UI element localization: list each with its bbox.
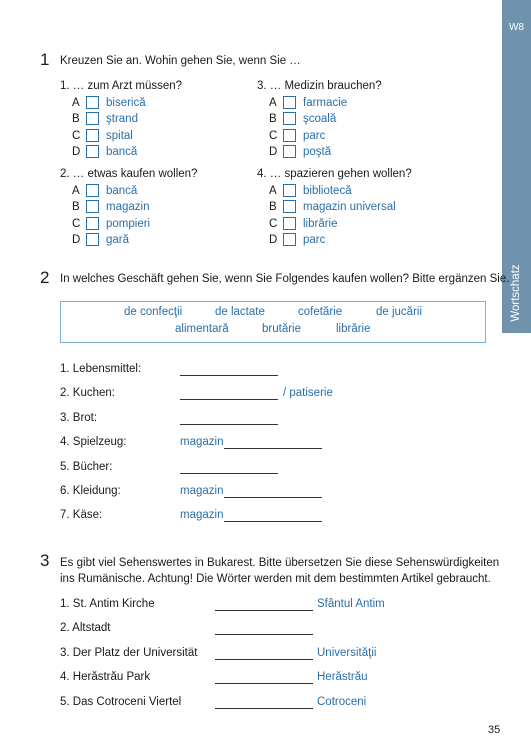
exercise-3-instruction-line1: Es gibt viel Sehenswertes in Bukarest. Bitte übersetzen Sie diese Sehenswürdigkeiten xyxy=(60,557,500,569)
question-prompt: 4. … spazieren gehen wollen? xyxy=(257,168,412,180)
checkbox[interactable] xyxy=(283,184,296,197)
option-text: bibliotecă xyxy=(303,185,352,197)
checkbox[interactable] xyxy=(86,233,99,246)
checkbox[interactable] xyxy=(86,217,99,230)
checkbox[interactable] xyxy=(86,129,99,142)
option-text: biserică xyxy=(106,97,146,109)
exercise-2-number: 2 xyxy=(40,268,50,287)
option-letter: D xyxy=(269,233,278,246)
option-letter: A xyxy=(269,97,277,109)
answer-line[interactable] xyxy=(180,473,278,474)
option-text: magazin xyxy=(106,201,150,214)
option-text: librărie xyxy=(303,217,338,230)
item-label: 5. Bücher: xyxy=(60,460,113,473)
checkbox[interactable] xyxy=(86,184,99,197)
item-label: 3. Der Platz der Universität xyxy=(60,646,198,659)
word-box-item: de confecţii xyxy=(124,306,183,318)
checkbox[interactable] xyxy=(283,233,296,246)
answer-line[interactable] xyxy=(215,659,313,660)
checkbox[interactable] xyxy=(283,96,296,109)
checkbox[interactable] xyxy=(283,145,296,158)
item-label: 1. Lebensmittel: xyxy=(60,363,142,375)
option-letter: C xyxy=(269,217,278,230)
checkbox[interactable] xyxy=(86,112,99,125)
option-letter: A xyxy=(269,185,277,197)
word-box-item: alimentară xyxy=(175,323,229,335)
answer-line[interactable] xyxy=(180,375,278,376)
item-label: 6. Kleidung: xyxy=(60,485,121,497)
answer-line[interactable] xyxy=(224,448,322,449)
word-box-item: de lactate xyxy=(215,306,265,318)
option-letter: B xyxy=(72,201,80,214)
answer-text: Cotroceni xyxy=(317,695,367,708)
option-letter: B xyxy=(72,113,80,126)
answer-line[interactable] xyxy=(215,610,313,611)
exercise-2-instruction: In welches Geschäft gehen Sie, wenn Sie Folgendes kaufen wollen? Bitte ergänzen Sie. xyxy=(60,273,510,285)
question-prompt: 2. … etwas kaufen wollen? xyxy=(60,168,198,180)
option-text: spital xyxy=(106,129,133,142)
word-box-item: de jucării xyxy=(376,306,423,318)
option-text: parc xyxy=(303,233,326,246)
item-label: 7. Käse: xyxy=(60,509,103,522)
item-prefix: magazin xyxy=(180,509,224,522)
answer-line[interactable] xyxy=(180,424,278,425)
word-box-item: librărie xyxy=(336,323,371,335)
item-label: 2. Kuchen: xyxy=(60,387,115,400)
answer-text: Herăstrău xyxy=(317,671,368,684)
option-letter: D xyxy=(269,145,278,158)
answer-line[interactable] xyxy=(224,521,322,522)
option-text: parc xyxy=(303,129,326,142)
option-text: magazin universal xyxy=(303,201,396,214)
question-prompt: 1. … zum Arzt müssen? xyxy=(60,80,183,92)
option-text: ştrand xyxy=(106,113,138,126)
answer-text: Universităţii xyxy=(317,646,377,659)
side-tab-code: W8 xyxy=(509,22,524,33)
option-text: gară xyxy=(106,233,130,246)
item-label: 4. Herăstrău Park xyxy=(60,671,151,684)
answer-line[interactable] xyxy=(215,683,313,684)
word-box-item: cofetărie xyxy=(298,306,343,318)
option-letter: B xyxy=(269,113,277,126)
checkbox[interactable] xyxy=(283,200,296,213)
option-letter: D xyxy=(72,145,81,158)
answer-line[interactable] xyxy=(224,497,322,498)
checkbox[interactable] xyxy=(283,129,296,142)
option-letter: D xyxy=(72,233,81,246)
word-box xyxy=(60,301,486,343)
option-letter: C xyxy=(72,129,81,142)
option-text: poştă xyxy=(303,145,332,158)
item-suffix: / patiserie xyxy=(283,387,333,400)
answer-line[interactable] xyxy=(215,634,313,635)
item-label: 3. Brot: xyxy=(60,411,98,424)
option-text: bancă xyxy=(106,145,138,158)
option-text: bancă xyxy=(106,185,138,197)
option-letter: A xyxy=(72,97,80,109)
option-letter: A xyxy=(72,185,80,197)
checkbox[interactable] xyxy=(86,96,99,109)
item-label: 2. Altstadt xyxy=(60,622,111,635)
answer-line[interactable] xyxy=(215,708,313,709)
question-prompt: 3. … Medizin brauchen? xyxy=(257,80,382,92)
option-letter: C xyxy=(269,129,278,142)
option-letter: C xyxy=(72,217,81,230)
exercise-1-instruction: Kreuzen Sie an. Wohin gehen Sie, wenn Sie … xyxy=(60,55,301,67)
option-text: farmacie xyxy=(303,97,348,109)
page-number: 35 xyxy=(488,724,501,736)
item-prefix: magazin xyxy=(180,436,224,449)
answer-line[interactable] xyxy=(180,399,278,400)
exercise-3-instruction-line2: ins Rumänische. Achtung! Die Wörter werden mit dem bestimmten Artikel gebraucht. xyxy=(60,573,491,585)
checkbox[interactable] xyxy=(283,217,296,230)
item-label: 4. Spielzeug: xyxy=(60,436,127,449)
item-label: 5. Das Cotroceni Viertel xyxy=(60,695,182,708)
item-label: 1. St. Antim Kirche xyxy=(60,598,155,610)
exercise-1-number: 1 xyxy=(40,50,50,69)
checkbox[interactable] xyxy=(86,145,99,158)
option-text: pompieri xyxy=(106,217,151,230)
checkbox[interactable] xyxy=(283,112,296,125)
item-prefix: magazin xyxy=(180,485,224,497)
option-text: şcoală xyxy=(303,113,337,126)
exercise-3-number: 3 xyxy=(40,551,50,570)
option-letter: B xyxy=(269,201,277,214)
side-tab-label: Wortschatz xyxy=(510,264,522,322)
word-box-item: brutărie xyxy=(262,323,301,335)
answer-text: Sfântul Antim xyxy=(317,598,385,610)
checkbox[interactable] xyxy=(86,200,99,213)
